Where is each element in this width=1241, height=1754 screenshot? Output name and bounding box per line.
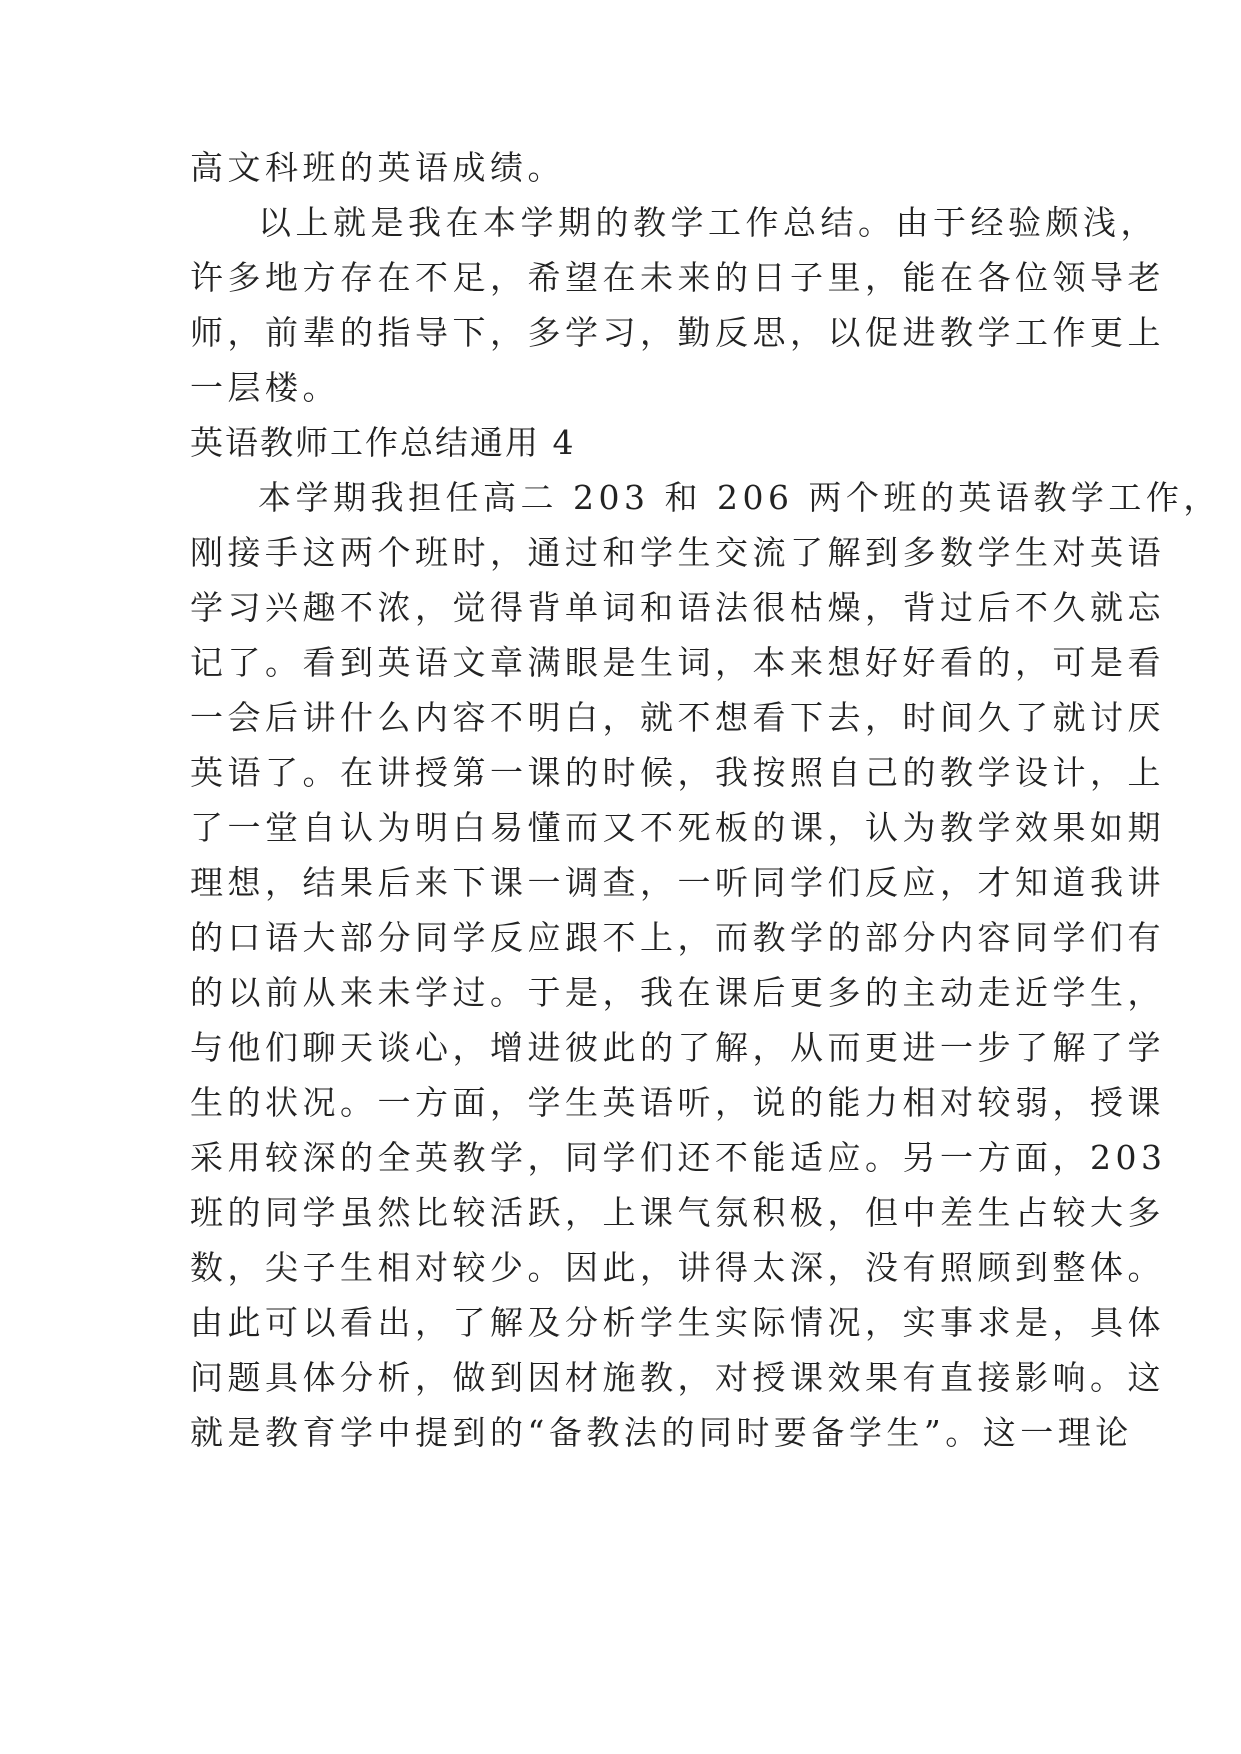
paragraph-line: 的以前从来未学过。于是，我在课后更多的主动走近学生， (190, 973, 1165, 1012)
paragraph-line: 学习兴趣不浓，觉得背单词和语法很枯燥，背过后不久就忘 (190, 588, 1165, 627)
paragraph-line: 班的同学虽然比较活跃，上课气氛积极，但中差生占较大多 (190, 1193, 1165, 1232)
paragraph-line: 一层楼。 (190, 368, 340, 407)
paragraph-line: 就是教育学中提到的“备教法的同时要备学生”。这一理论 (190, 1413, 1133, 1452)
paragraph-line: 英语了。在讲授第一课的时候，我按照自己的教学设计，上 (190, 753, 1165, 792)
paragraph-line: 理想，结果后来下课一调查，一听同学们反应，才知道我讲 (190, 863, 1165, 902)
paragraph-line: 数，尖子生相对较少。因此，讲得太深，没有照顾到整体。 (190, 1248, 1165, 1287)
paragraph-line: 记了。看到英语文章满眼是生词，本来想好好看的，可是看 (190, 643, 1165, 682)
paragraph-line: 了一堂自认为明白易懂而又不死板的课，认为教学效果如期 (190, 808, 1165, 847)
paragraph-line: 采用较深的全英教学，同学们还不能适应。另一方面，203 (190, 1138, 1167, 1177)
paragraph-line: 高文科班的英语成绩。 (190, 148, 565, 187)
paragraph-line: 一会后讲什么内容不明白，就不想看下去，时间久了就讨厌 (190, 698, 1165, 737)
paragraph-line: 本学期我担任高二 203 和 206 两个班的英语教学工作， (258, 478, 1221, 517)
section-title: 英语教师工作总结通用 4 (190, 423, 576, 462)
paragraph-line: 师，前辈的指导下，多学习，勤反思，以促进教学工作更上 (190, 313, 1165, 352)
paragraph-line: 与他们聊天谈心，增进彼此的了解，从而更进一步了解了学 (190, 1028, 1165, 1067)
paragraph-line: 由此可以看出，了解及分析学生实际情况，实事求是，具体 (190, 1303, 1165, 1342)
paragraph-line: 问题具体分析，做到因材施教，对授课效果有直接影响。这 (190, 1358, 1165, 1397)
paragraph-line: 许多地方存在不足，希望在未来的日子里，能在各位领导老 (190, 258, 1165, 297)
paragraph-line: 刚接手这两个班时，通过和学生交流了解到多数学生对英语 (190, 533, 1165, 572)
paragraph-line: 生的状况。一方面，学生英语听，说的能力相对较弱，授课 (190, 1083, 1165, 1122)
paragraph-line: 以上就是我在本学期的教学工作总结。由于经验颇浅， (258, 203, 1158, 242)
paragraph-line: 的口语大部分同学反应跟不上，而教学的部分内容同学们有 (190, 918, 1165, 957)
